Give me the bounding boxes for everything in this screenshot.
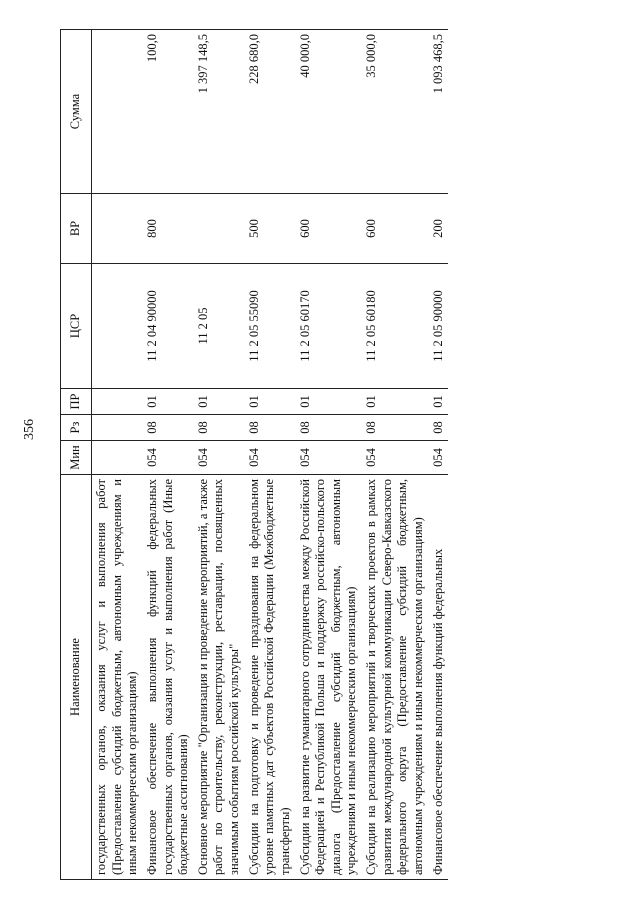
cell-csr: 11 2 04 90000: [143, 264, 194, 389]
cell-name: Субсидии на развитие гуманитарного сотрудничества между Российской Федерацией и Республикой Польша и поддержку российско-польского диалога (Предоставление субсидий бюджетным, автономным учреждениям и иным некоммерческим организациям): [296, 475, 363, 880]
table-row: [429, 30, 449, 880]
rotated-table-container: [60, 30, 590, 880]
table-header-row: [61, 30, 92, 880]
cell-rz: 08: [143, 415, 194, 441]
cell-name: государственных органов, оказания услуг и выполнения работ (Предоставление субсидий бюджетным, автономным учреждениям и иным некоммерческим организациям): [92, 475, 143, 880]
cell-name: Финансовое обеспечение выполнения функций федеральных государственных органов, оказания услуг и выполнения работ (Иные бюджетные ассигнования): [143, 475, 194, 880]
cell-vr: 800: [143, 194, 194, 264]
cell-csr: 11 2 05 90000: [429, 264, 449, 389]
page-number: 356: [22, 419, 37, 440]
cell-csr: 11 2 05 60170: [296, 264, 363, 389]
cell-vr: 600: [296, 194, 363, 264]
cell-min: 054: [296, 441, 363, 475]
cell-min: 054: [143, 441, 194, 475]
cell-vr: 600: [362, 194, 429, 264]
cell-rz: 08: [296, 415, 363, 441]
header-csr: ЦСР: [61, 264, 92, 389]
cell-csr: 11 2 05 55090: [245, 264, 296, 389]
cell-rz: 08: [429, 415, 449, 441]
cell-rz: [92, 415, 143, 441]
cell-pr: 01: [143, 389, 194, 415]
cell-vr: [92, 194, 143, 264]
cell-sum: 35 000,0: [362, 30, 429, 194]
cell-sum: 228 680,0: [245, 30, 296, 194]
cell-min: 054: [362, 441, 429, 475]
table-row: [194, 30, 245, 880]
cell-name: Субсидии на реализацию мероприятий и творческих проектов в рамках развития международной культурной коммуникации Северо-Кавказского федерального округа (Предоставление субсидий бюджетным, автономным учреждениям и иным некоммерческим организациям): [362, 475, 429, 880]
header-sum: Сумма: [61, 30, 92, 194]
table-row: [92, 30, 143, 880]
cell-min: [92, 441, 143, 475]
cell-rz: 08: [362, 415, 429, 441]
header-name: Наименование: [61, 475, 92, 880]
cell-min: 054: [245, 441, 296, 475]
header-vr: ВР: [61, 194, 92, 264]
cell-sum: [92, 30, 143, 194]
table-row: [245, 30, 296, 880]
cell-name: Финансовое обеспечение выполнения функций федеральных: [429, 475, 449, 880]
table-row: [296, 30, 363, 880]
cell-name: Субсидии на подготовку и проведение празднования на федеральном уровне памятных дат субъектов Российской Федерации (Межбюджетные трансферты): [245, 475, 296, 880]
cell-vr: 500: [245, 194, 296, 264]
cell-csr: [92, 264, 143, 389]
cell-sum: 100,0: [143, 30, 194, 194]
cell-rz: 08: [245, 415, 296, 441]
cell-pr: 01: [194, 389, 245, 415]
cell-sum: 40 000,0: [296, 30, 363, 194]
cell-name: Основное мероприятие "Организация и проведение мероприятий, а также работ по строительству, реконструкции, реставрации, посвященных значимым событиям российской культуры": [194, 475, 245, 880]
cell-pr: 01: [429, 389, 449, 415]
table-row: [143, 30, 194, 880]
budget-table: [60, 29, 448, 880]
cell-vr: [194, 194, 245, 264]
cell-sum: 1 397 148,5: [194, 30, 245, 194]
cell-rz: 08: [194, 415, 245, 441]
header-min: Мин: [61, 441, 92, 475]
table-row: [362, 30, 429, 880]
header-rz: Рз: [61, 415, 92, 441]
cell-pr: 01: [245, 389, 296, 415]
cell-sum: 1 093 468,5: [429, 30, 449, 194]
cell-pr: 01: [296, 389, 363, 415]
cell-csr: 11 2 05: [194, 264, 245, 389]
cell-pr: 01: [362, 389, 429, 415]
cell-csr: 11 2 05 60180: [362, 264, 429, 389]
cell-pr: [92, 389, 143, 415]
cell-min: 054: [194, 441, 245, 475]
header-pr: ПР: [61, 389, 92, 415]
cell-vr: 200: [429, 194, 449, 264]
cell-min: 054: [429, 441, 449, 475]
